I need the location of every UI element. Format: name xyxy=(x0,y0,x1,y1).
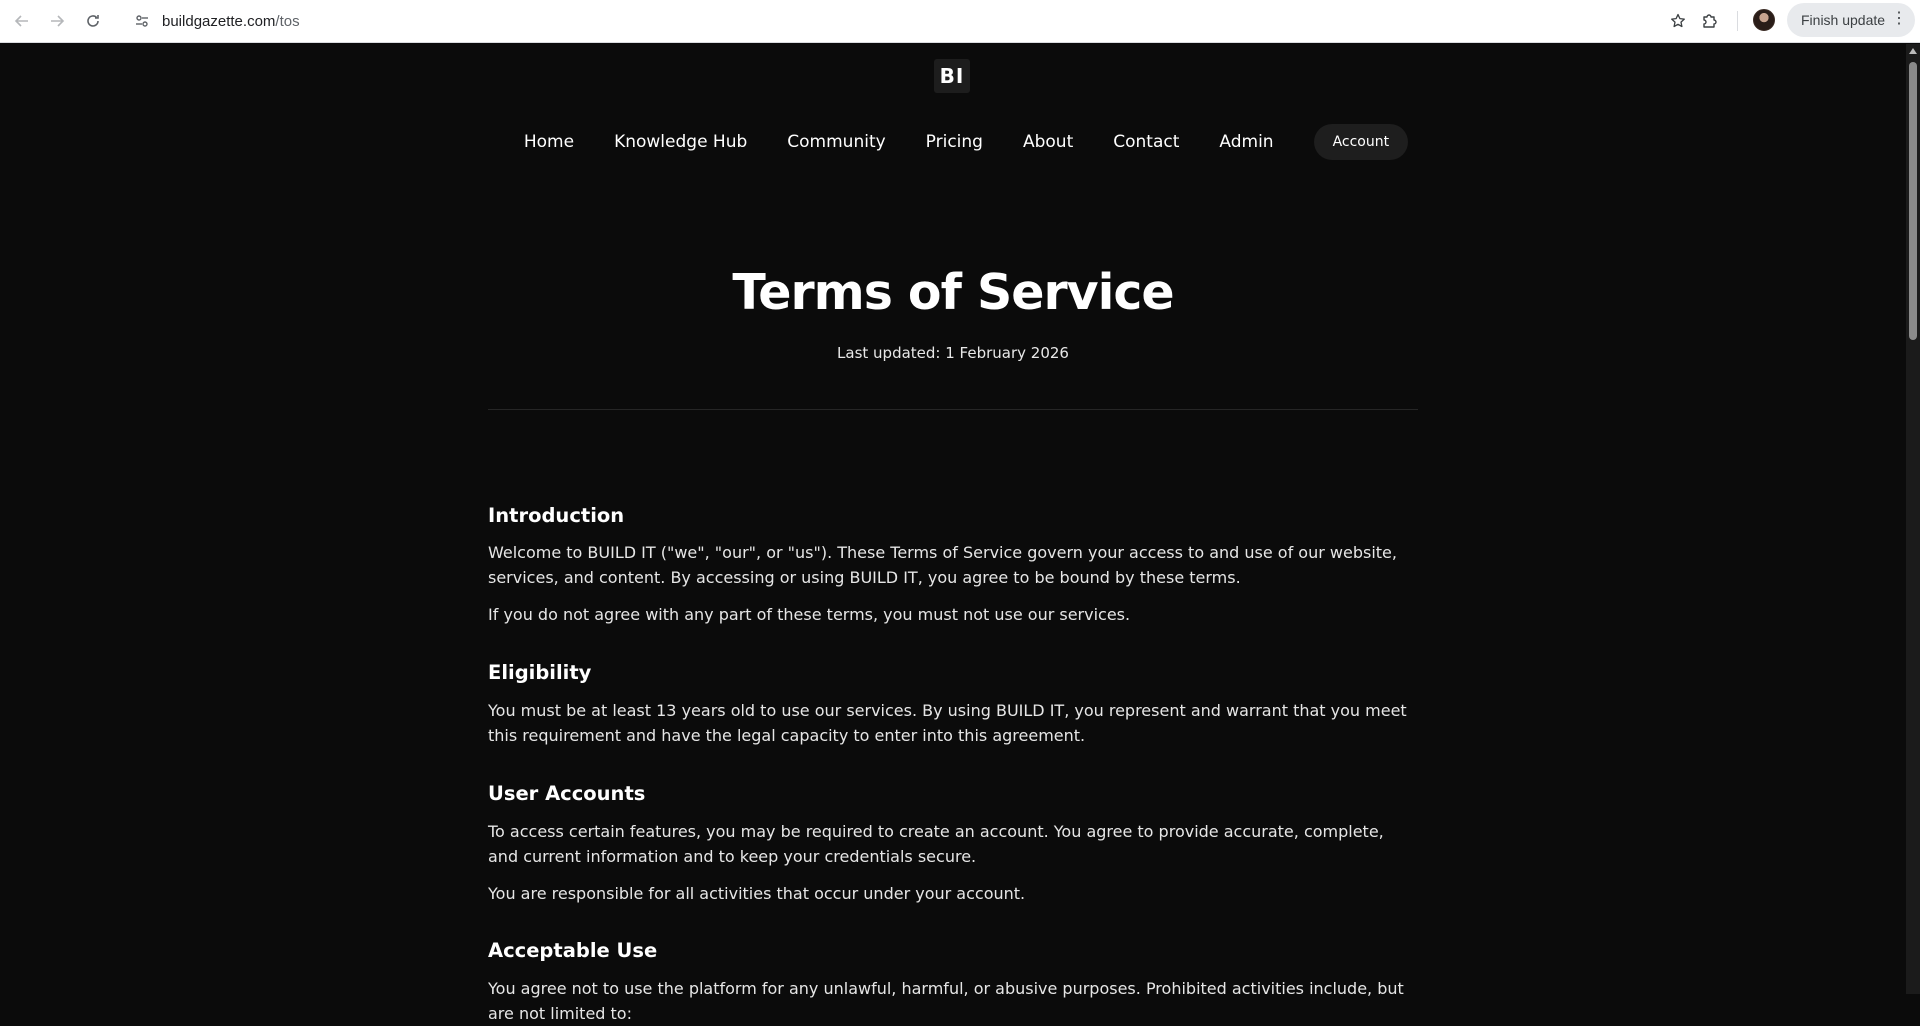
paragraph: You are responsible for all activities that occur under your account. xyxy=(488,884,1026,903)
forward-button[interactable] xyxy=(39,3,75,39)
address-bar[interactable] xyxy=(124,4,1704,38)
finish-update-label: Finish update xyxy=(1801,12,1886,28)
paragraph: To access certain features, you may be required to create an account. You agree to provide accurate, complete, and current information and to keep your credentials secure. xyxy=(488,822,1384,866)
page-scrollbar[interactable] xyxy=(1906,44,1920,994)
section-heading-acceptable-use: Acceptable Use xyxy=(488,939,658,962)
nav-about[interactable]: About xyxy=(1022,132,1074,152)
main-nav xyxy=(0,122,1906,162)
paragraph: If you do not agree with any part of these terms, you must not use our services. xyxy=(488,605,1131,624)
url-text xyxy=(162,13,300,30)
paragraph: You must be at least 13 years old to use our services. By using BUILD IT, you represent and warrant that you meet this requirement and have the legal capacity to enter into this agreement. xyxy=(488,701,1407,745)
page-title: Terms of Service xyxy=(732,264,1174,321)
section-heading-eligibility: Eligibility xyxy=(488,661,592,684)
account-button[interactable]: Account xyxy=(1314,124,1409,160)
extensions-puzzle-icon[interactable] xyxy=(1698,9,1722,33)
site-info-icon[interactable] xyxy=(128,7,156,35)
nav-admin[interactable]: Admin xyxy=(1219,132,1274,152)
site-logo[interactable]: BI xyxy=(934,59,970,93)
more-vert-icon: ⋮ xyxy=(1891,10,1907,27)
toolbar-separator xyxy=(1737,11,1738,31)
section-heading-introduction: Introduction xyxy=(488,504,625,527)
url-path: /tos xyxy=(275,12,300,30)
bookmark-star-icon[interactable] xyxy=(1668,11,1688,31)
section-heading-user-accounts: User Accounts xyxy=(488,782,646,805)
finish-update-button[interactable] xyxy=(1787,3,1915,37)
scroll-up-arrow-icon[interactable] xyxy=(1909,48,1917,54)
page xyxy=(0,44,1906,1023)
back-arrow-icon xyxy=(14,13,30,29)
browser-toolbar xyxy=(0,0,1920,43)
nav-pricing[interactable]: Pricing xyxy=(925,132,983,152)
url-domain: buildgazette.com xyxy=(162,12,276,30)
paragraph: Welcome to BUILD IT ("we", "our", or "us"). These Terms of Service govern your access to and use of our website, services, and content. By accessing or using BUILD IT, you agree to be bound by these terms. xyxy=(488,543,1397,587)
nav-community[interactable]: Community xyxy=(787,132,886,152)
nav-home[interactable]: Home xyxy=(523,132,575,152)
nav-contact[interactable]: Contact xyxy=(1113,132,1180,152)
forward-arrow-icon xyxy=(49,13,65,29)
reload-icon xyxy=(85,13,101,29)
divider xyxy=(488,409,1418,410)
paragraph: You agree not to use the platform for any unlawful, harmful, or abusive purposes. Prohibited activities include, but are not limited to: xyxy=(488,979,1404,1023)
back-button[interactable] xyxy=(4,3,40,39)
scroll-thumb[interactable] xyxy=(1909,62,1917,340)
nav-knowledge-hub[interactable]: Knowledge Hub xyxy=(614,132,748,152)
last-updated: Last updated: 1 February 2026 xyxy=(837,344,1069,362)
profile-avatar[interactable] xyxy=(1753,9,1775,31)
reload-button[interactable] xyxy=(75,3,111,39)
